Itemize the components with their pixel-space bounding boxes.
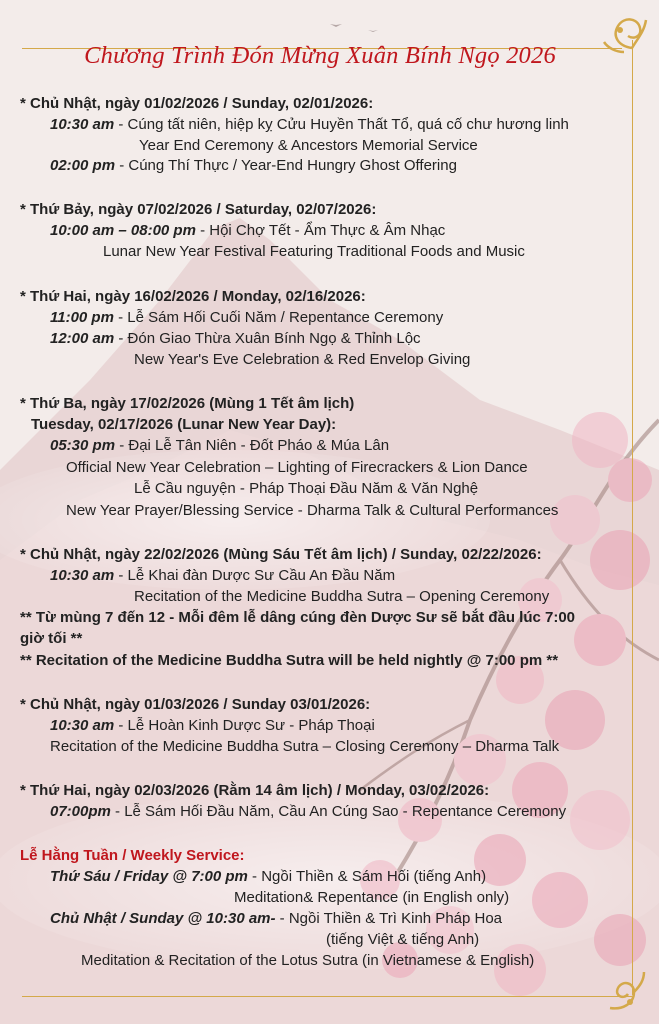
weekly-item-2-sub-1: (tiếng Việt & tiếng Anh): [326, 931, 480, 948]
item-text: - Đón Giao Thừa Xuân Bính Ngọ & Thỉnh Lộc: [114, 330, 421, 347]
event-1-header: * Chủ Nhật, ngày 01/02/2026 / Sunday, 02/01/2026:: [20, 95, 374, 112]
item-text: - Lễ Hoàn Kinh Dược Sư - Pháp Thoại: [114, 717, 375, 734]
event-1-item-1: [50, 116, 569, 134]
time-label: 11:00 pm: [50, 309, 114, 326]
event-6-header: * Chủ Nhật, ngày 01/03/2026 / Sunday 03/01/2026:: [20, 696, 371, 713]
event-5-note-3: ** Recitation of the Medicine Buddha Sutra will be held nightly @ 7:00 pm **: [20, 652, 559, 669]
time-label: 12:00 am: [50, 330, 115, 347]
event-6-item-1: [50, 717, 375, 735]
event-1-item-2: [50, 157, 457, 175]
event-2-item-1: [50, 222, 445, 240]
time-label: 05:30 pm: [50, 437, 116, 454]
weekly-item-2-sub-2: Meditation & Recitation of the Lotus Sutra (in Vietnamese & English): [81, 952, 535, 969]
time-label: Thứ Sáu / Friday @ 7:00 pm: [50, 868, 248, 885]
event-4-header: * Thứ Ba, ngày 17/02/2026 (Mùng 1 Tết âm lịch): [20, 395, 355, 412]
event-4-item-1-sub-2: Lễ Cầu nguyện - Pháp Thoại Đầu Năm & Văn Nghệ: [134, 480, 479, 497]
event-7-header: * Thứ Hai, ngày 02/03/2026 (Rằm 14 âm lịch) / Monday, 03/02/2026:: [20, 782, 490, 799]
weekly-item-1: [50, 868, 486, 886]
time-label: 10:30 am: [50, 567, 115, 584]
weekly-service-header: Lễ Hằng Tuần / Weekly Service:: [20, 847, 245, 864]
page-title: Chương Trình Đón Mừng Xuân Bính Ngọ 2026: [84, 42, 556, 69]
time-label: 02:00 pm: [50, 157, 116, 174]
event-7-item-1: [50, 803, 566, 821]
event-5-note-1: ** Từ mùng 7 đến 12 - Mỗi đêm lễ dâng cúng đèn Dược Sư sẽ bắt đầu lúc 7:00: [20, 609, 576, 626]
event-2-item-1-sub-1: Lunar New Year Festival Featuring Traditional Foods and Music: [103, 243, 525, 260]
time-label: 07:00pm: [50, 803, 111, 820]
item-text: - Cúng Thí Thực / Year-End Hungry Ghost Offering: [115, 157, 457, 174]
event-5-item-1: [50, 567, 395, 585]
event-3-header: * Thứ Hai, ngày 16/02/2026 / Monday, 02/16/2026:: [20, 288, 366, 305]
event-4-item-1-sub-3: New Year Prayer/Blessing Service - Dharma Talk & Cultural Performances: [66, 502, 559, 519]
item-text: - Cúng tất niên, hiệp kỵ Cửu Huyền Thất Tổ, quá cố chư hương linh: [114, 116, 569, 133]
item-text: - Đại Lễ Tân Niên - Đốt Pháo & Múa Lân: [115, 437, 390, 454]
event-1-item-1-sub-1: Year End Ceremony & Ancestors Memorial Service: [139, 137, 478, 154]
item-text: - Hội Chợ Tết - Ẩm Thực & Âm Nhạc: [195, 222, 446, 239]
event-3-item-1: [50, 309, 443, 327]
event-4-item-1-sub-1: Official New Year Celebration – Lighting of Firecrackers & Lion Dance: [66, 459, 528, 476]
event-2-header: * Thứ Bảy, ngày 07/02/2026 / Saturday, 02/07/2026:: [20, 201, 377, 218]
event-4-header-2: Tuesday, 02/17/2026 (Lunar New Year Day):: [31, 416, 337, 433]
event-5-note-2: giờ tối **: [20, 630, 83, 647]
item-text: - Lễ Sám Hối Đầu Năm, Cầu An Cúng Sao - Repentance Ceremony: [110, 803, 567, 820]
event-5-header: * Chủ Nhật, ngày 22/02/2026 (Mùng Sáu Tết âm lịch) / Sunday, 02/22/2026:: [20, 546, 542, 563]
event-6-item-1-sub-1: Recitation of the Medicine Buddha Sutra – Closing Ceremony – Dharma Talk: [50, 738, 560, 755]
item-text: - Ngồi Thiền & Sám Hối (tiếng Anh): [247, 868, 487, 885]
event-3-item-2-sub-1: New Year's Eve Celebration & Red Envelop Giving: [134, 351, 471, 368]
item-text: - Ngồi Thiền & Trì Kinh Pháp Hoa: [275, 910, 503, 927]
time-label: 10:00 am – 08:00 pm: [50, 222, 196, 239]
weekly-item-1-sub-1: Meditation& Repentance (in English only): [234, 889, 510, 906]
item-text: - Lễ Sám Hối Cuối Năm / Repentance Ceremony: [113, 309, 444, 326]
time-label: Chủ Nhật / Sunday @ 10:30 am-: [50, 910, 276, 927]
event-5-item-1-sub-1: Recitation of the Medicine Buddha Sutra – Opening Ceremony: [134, 588, 550, 605]
event-3-item-2: [50, 330, 421, 348]
time-label: 10:30 am: [50, 116, 115, 133]
time-label: 10:30 am: [50, 717, 115, 734]
item-text: - Lễ Khai đàn Dược Sư Cầu An Đầu Năm: [114, 567, 396, 584]
weekly-item-2: [50, 910, 502, 928]
event-4-item-1: [50, 437, 389, 455]
